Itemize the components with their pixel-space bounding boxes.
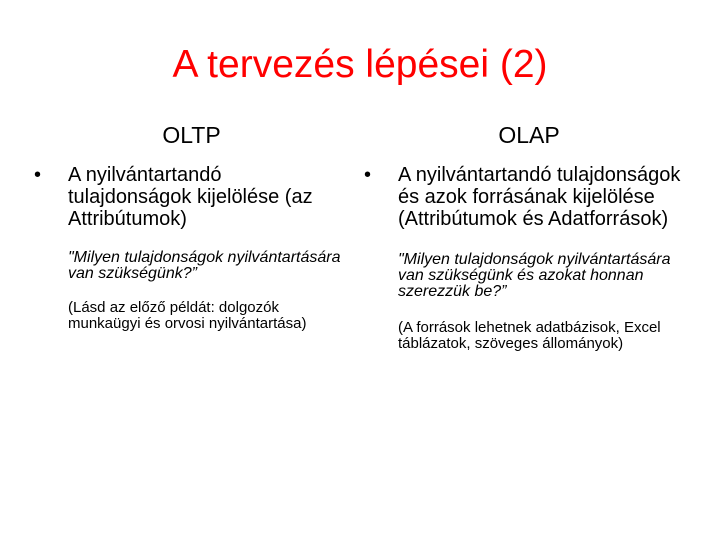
bullet-icon: • xyxy=(34,163,42,186)
olap-note: (A források lehetnek adatbázisok, Excel táblázatok, szöveges állományok) xyxy=(398,318,661,352)
oltp-heading: OLTP xyxy=(162,122,221,148)
oltp-column xyxy=(34,122,349,332)
oltp-bullet-text: A nyilvántartandó tulajdonságok kijelölése (az Attribútumok) xyxy=(68,163,313,230)
olap-question: "Milyen tulajdonságok nyilvántartására van szükségünk és azokat honnan szerezzük be?” xyxy=(398,250,671,300)
olap-column xyxy=(364,122,694,352)
bullet-icon: • xyxy=(364,163,372,186)
olap-heading: OLAP xyxy=(498,122,560,148)
olap-bullet-text: A nyilvántartandó tulajdonságok és azok forrásának kijelölése (Attribútumok és Adatforrások) xyxy=(398,163,681,230)
oltp-note: (Lásd az előző példát: dolgozók munkaügyi és orvosi nyilvántartása) xyxy=(68,298,307,332)
olap-bullet xyxy=(364,164,694,230)
oltp-question: "Milyen tulajdonságok nyilvántartására van szükségünk?” xyxy=(68,248,341,282)
slide-title: A tervezés lépései (2) xyxy=(172,43,548,86)
oltp-bullet xyxy=(34,164,349,230)
